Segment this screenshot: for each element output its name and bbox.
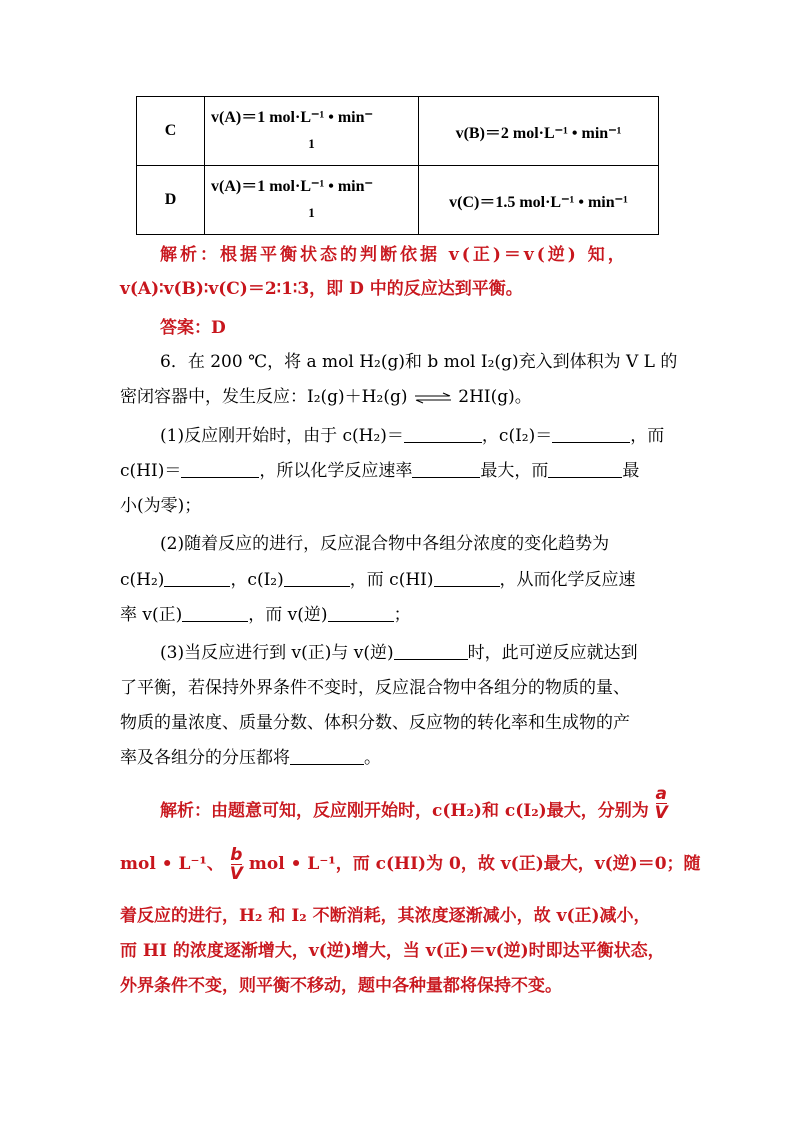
analysis-6-line3: 着反应的进行，H₂ 和 I₂ 不断消耗，其浓度逐渐减小，故 v(正)减小， xyxy=(120,906,651,926)
table-row xyxy=(137,166,659,235)
option-right-cell: v(B)＝2 mol·L⁻¹ • min⁻¹ xyxy=(419,97,659,166)
analysis-label: 解析： xyxy=(160,801,211,821)
analysis-label: 解析： xyxy=(160,245,220,265)
option-label: C xyxy=(137,97,205,166)
answer-blank[interactable] xyxy=(394,643,468,660)
fraction-b-over-v: $\frac{b}{V}$ xyxy=(229,845,243,884)
option-left-cell xyxy=(205,166,419,235)
fraction-a-over-v: $\frac{a}{V}$ xyxy=(654,784,668,823)
rate-expression: v(A)＝1 mol·L⁻¹ • min⁻ xyxy=(211,178,373,195)
answer-blank[interactable] xyxy=(181,461,259,478)
q6-part2-line3: 率 v(正) ，而 v(逆) ； xyxy=(120,605,411,625)
answer-5 xyxy=(160,313,226,338)
analysis-6-line1: 解析：由题意可知，反应刚开始时，c(H₂)和 c(I₂)最大，分别为 $\frac{a}{V}$ xyxy=(160,784,668,823)
answer-blank[interactable] xyxy=(434,570,500,587)
answer-blank[interactable] xyxy=(548,461,622,478)
rate-expression: v(A)＝1 mol·L⁻¹ • min⁻ xyxy=(211,109,373,126)
answer-value: D xyxy=(211,318,226,338)
q6-part1-line3: 小(为零)； xyxy=(120,496,202,516)
answer-blank[interactable] xyxy=(404,426,482,443)
q6-part3-line4: 率及各组分的分压都将 。 xyxy=(120,748,381,768)
answer-blank[interactable] xyxy=(284,570,350,587)
q6-part3-line1: (3)当反应进行到 v(正)与 v(逆) 时，此可逆反应就达到 xyxy=(160,643,638,663)
analysis-6-line4: 而 HI 的浓度逐渐增大，v(逆)增大，当 v(正)＝v(逆)时即达平衡状态， xyxy=(120,941,665,961)
analysis-6-line2: mol • L⁻¹、 $\frac{b}{V}$ mol • L⁻¹，而 c(HI)为 0，故 v(正)最大，v(逆)＝0；随 xyxy=(120,845,701,884)
q6-part2-line1: (2)随着反应的进行，反应混合物中各组分浓度的变化趋势为 xyxy=(160,534,610,554)
option-left-cell xyxy=(205,97,419,166)
answer-blank[interactable] xyxy=(182,605,248,622)
q6-part1-line2: c(HI)＝ ，所以化学反应速率 最大，而 最 xyxy=(120,461,640,481)
option-label: D xyxy=(137,166,205,235)
analysis-5-line2: v(A)∶v(B)∶v(C)＝2∶1∶3，即 D 中的反应达到平衡。 xyxy=(120,279,523,299)
rate-expression-wrap: 1 xyxy=(308,136,315,151)
answer-blank[interactable] xyxy=(164,570,230,587)
analysis-6-line5: 外界条件不变，则平衡不移动，题中各种量都将保持不变。 xyxy=(120,976,562,996)
rate-expression-wrap: 1 xyxy=(308,205,315,220)
q6-part2-line2: c(H₂) ，c(I₂) ，而 c(HI) ，从而化学反应速 xyxy=(120,570,636,590)
answer-blank[interactable] xyxy=(552,426,630,443)
q6-part3-line2: 了平衡，若保持外界条件不变时，反应混合物中各组分的物质的量、 xyxy=(120,678,630,698)
equilibrium-arrow-icon xyxy=(413,392,453,404)
q6-part1-line1: (1)反应刚开始时，由于 c(H₂)＝ ，c(I₂)＝ ，而 xyxy=(160,426,665,446)
table-row xyxy=(137,97,659,166)
q6-stem-line1: 6．在 200 ℃，将 a mol H₂(g)和 b mol I₂(g)充入到体积为 V L 的 xyxy=(160,352,678,372)
answer-blank[interactable] xyxy=(412,461,480,478)
answer-label: 答案： xyxy=(160,318,211,338)
analysis-5-line1: 解析：根据平衡状态的判断依据 v(正)＝v(逆) 知， xyxy=(160,245,628,265)
answer-blank[interactable] xyxy=(328,605,394,622)
options-table xyxy=(136,96,659,235)
option-right-cell: v(C)＝1.5 mol·L⁻¹ • min⁻¹ xyxy=(419,166,659,235)
q6-stem-line2: 密闭容器中，发生反应：I₂(g)＋H₂(g) 2HI(g)。 xyxy=(120,387,532,407)
answer-blank[interactable] xyxy=(290,748,364,765)
q6-part3-line3: 物质的量浓度、质量分数、体积分数、反应物的转化率和生成物的产 xyxy=(120,713,630,733)
